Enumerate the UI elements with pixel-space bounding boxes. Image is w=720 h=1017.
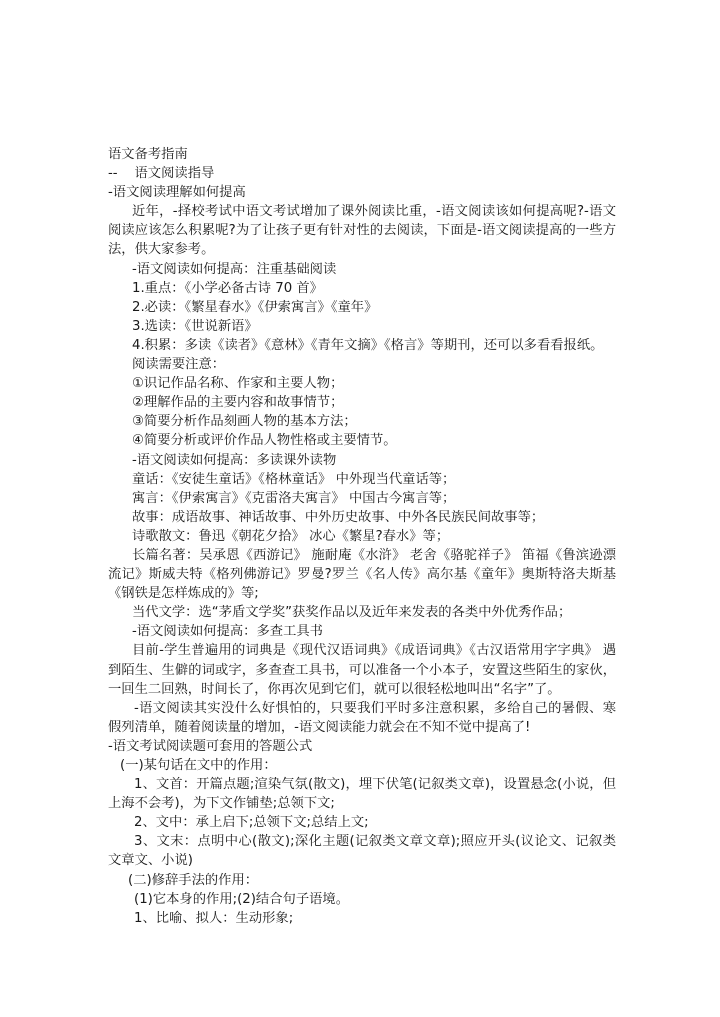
- basic-item-1: 1.重点：《小学必备古诗 70 首》: [132, 280, 323, 296]
- formula2-heading: (二)修辞手法的作用：: [128, 872, 259, 888]
- section2-heading: -语文考试阅读题可套用的答题公式: [108, 738, 313, 754]
- tools-paragraph: 目前-学生普遍用的词典是《现代汉语词典》《成语词典》《古汉语常用字字典》 遇到陌生、生僻的词或字，多查查工具书，可以准备一个小本子，安置这些陌生的家伙，一回生二回熟，时间长了，你再次见到它们，就可以很轻松地叫出“名字”了。: [108, 643, 616, 697]
- extra-reading-heading: -语文阅读如何提高：多读课外读物: [132, 452, 337, 468]
- tools-heading: -语文阅读如何提高：多查工具书: [132, 624, 323, 640]
- basic-item-2: 2.必读：《繁星春水》《伊索寓言》《童年》: [132, 299, 378, 315]
- extra-item-modern: 当代文学：选“茅盾文学奖”获奖作品以及近年来发表的各类中外优秀作品；: [132, 605, 572, 621]
- extra-item-fairy-tales: 童话：《安徒生童话》《格林童话》 中外现当代童话等；: [132, 471, 456, 487]
- doc-title: 语文备考指南: [108, 147, 188, 162]
- extra-item-stories: 故事：成语故事、神话故事、中外历史故事、中外各民族民间故事等；: [132, 509, 545, 525]
- formula1-item-2: 2、文中：承上启下;总领下文;总结上文;: [134, 815, 369, 831]
- basic-reading-heading: -语文阅读如何提高：注重基础阅读: [132, 261, 337, 277]
- extra-item-poetry: 诗歌散文：鲁迅《朝花夕拾》 冰心《繁星?春水》等；: [132, 528, 450, 544]
- section1-heading: -语文阅读理解如何提高: [108, 185, 246, 201]
- formula2-item-1: (1)它本身的作用;(2)结合句子语境。: [134, 891, 350, 907]
- reading-note-3: ③简要分析作品刻画人物的基本方法；: [132, 414, 357, 430]
- formula1-heading: (一)某句话在文中的作用：: [120, 758, 277, 773]
- extra-item-fables: 寓言：《伊索寓言》《克雷洛夫寓言》 中国古今寓言等；: [132, 490, 456, 506]
- intro-paragraph: 近年，-择校考试中语文考试增加了课外阅读比重，-语文阅读该如何提高呢?-语文阅读应该怎么积累呢?为了让孩子更有针对性的去阅读，下面是-语文阅读提高的一些方法，供大家参考。: [108, 204, 616, 258]
- basic-item-3: 3.选读：《世说新语》: [132, 318, 258, 334]
- closing-paragraph: -语文阅读其实没什么好惧怕的，只要我们平时多注意积累，多给自己的暑假、寒假列清单，随着阅读量的增加，-语文阅读能力就会在不知不觉中提高了!: [108, 700, 616, 735]
- formula1-item-1: 1、文首：开篇点题;渲染气氛(散文)，埋下伏笔(记叙类文章)，设置悬念(小说，但上海不会考)，为下文作铺垫;总领下文;: [108, 777, 616, 812]
- basic-item-4: 4.积累：多读《读者》《意林》《青年文摘》《格言》等期刊，还可以多看看报纸。: [132, 337, 604, 353]
- doc-subtitle: -- 语文阅读指导: [108, 166, 215, 182]
- formula2-item-2: 1、比喻、拟人：生动形象;: [134, 910, 294, 926]
- extra-item-novels: 长篇名著：吴承恩《西游记》 施耐庵《水浒》 老舍《骆驼祥子》 笛福《鲁滨逊漂流记》斯威夫特《格列佛游记》罗曼?罗兰《名人传》高尔基《童年》奥斯特洛夫斯基《钢铁是怎样炼成的》等;: [108, 547, 616, 602]
- formula1-item-3: 3、文末：点明中心(散文);深化主题(记叙类文章文章);照应开头(议论文、记叙类文章文、小说): [108, 834, 616, 869]
- reading-note-4: ④简要分析或评价作品人物性格或主要情节。: [132, 433, 397, 449]
- reading-notes-heading: 阅读需要注意：: [132, 357, 226, 373]
- reading-note-1: ①识记作品名称、作家和主要人物；: [132, 376, 344, 392]
- reading-note-2: ②理解作品的主要内容和故事情节；: [132, 395, 344, 411]
